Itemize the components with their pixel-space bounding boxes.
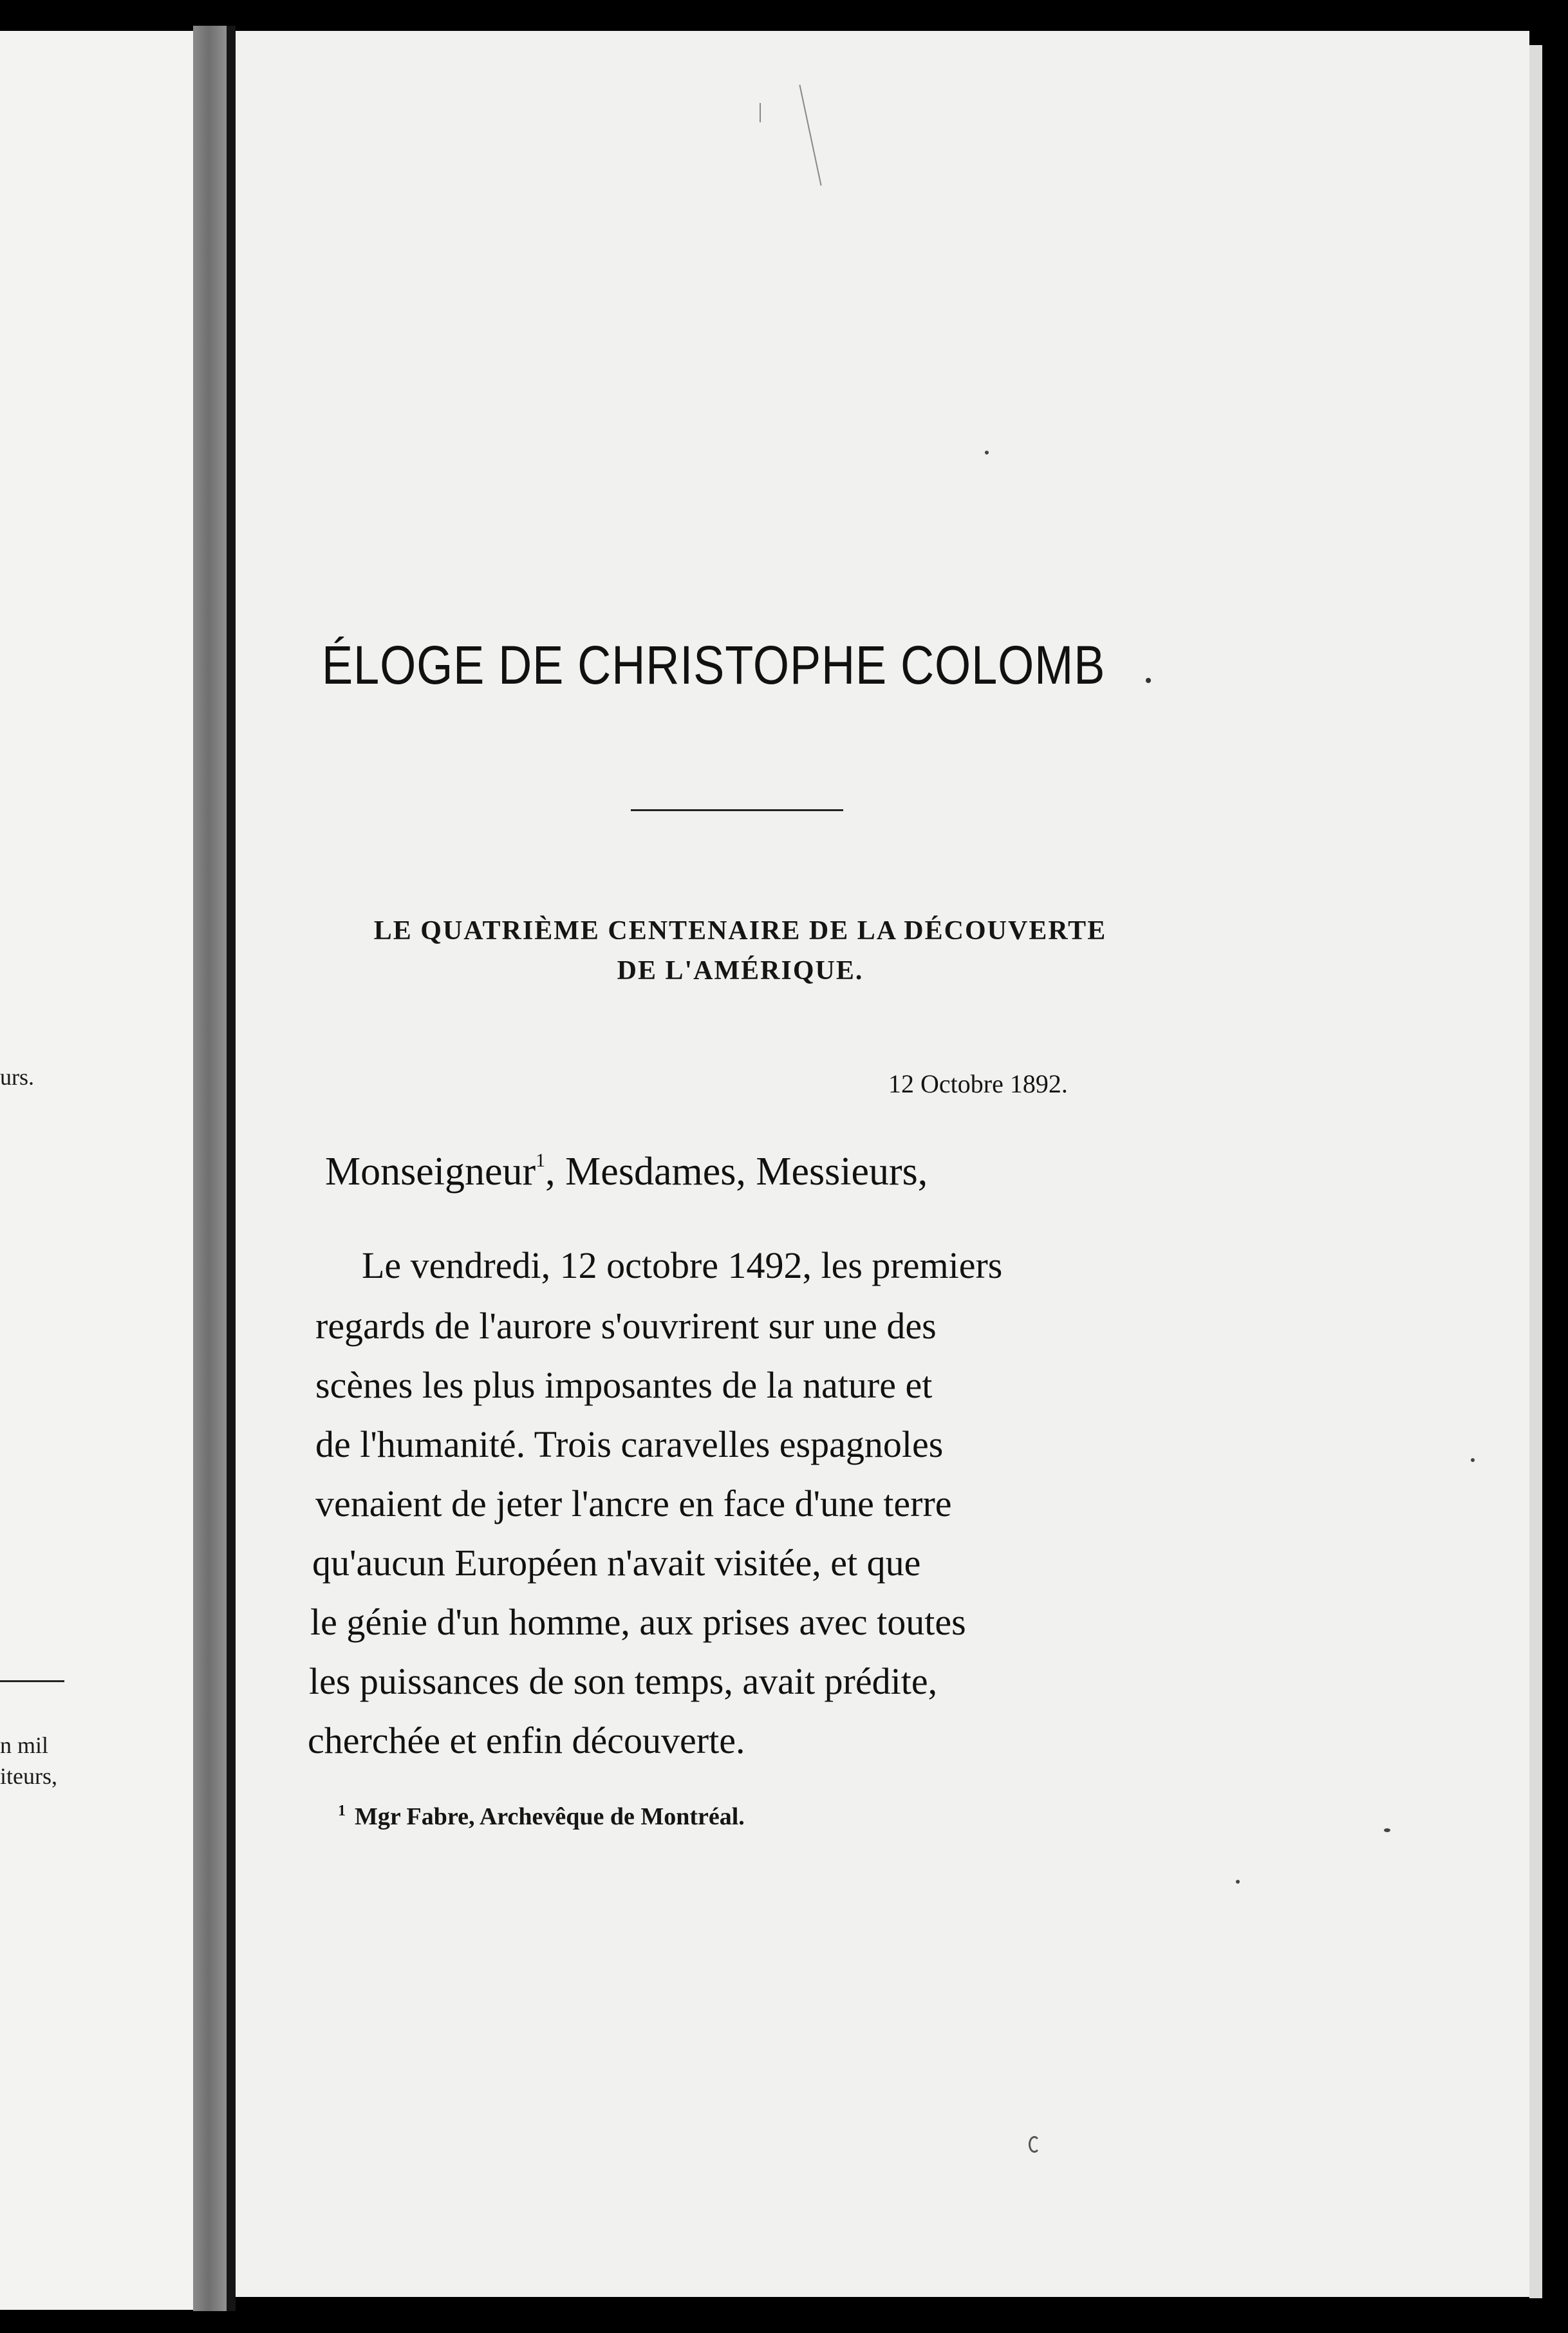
page-edge: [1529, 45, 1542, 2298]
ink-speck: [1146, 678, 1151, 683]
footnote-number: 1: [338, 1803, 346, 1819]
paragraph-line: le génie d'un homme, aux prises avec toutes: [310, 1601, 966, 1643]
salutation-text: Monseigneur: [325, 1150, 536, 1194]
paragraph-line: scènes les plus imposantes de la nature et: [315, 1364, 933, 1406]
left-page-fragment: urs.: [0, 1064, 34, 1090]
paragraph-line: venaient de jeter l'ancre en face d'une terre: [315, 1483, 952, 1524]
page-title: ÉLOGE DE CHRISTOPHE COLOMB: [322, 635, 1106, 695]
paragraph-line: cherchée et enfin découverte.: [308, 1719, 745, 1761]
ink-speck: [985, 451, 989, 454]
paragraph-line: les puissances de son temps, avait prédite,: [309, 1660, 938, 1702]
date-line: 12 Octobre 1892.: [888, 1069, 1068, 1098]
salutation-text-rest: , Mesdames, Messieurs,: [545, 1150, 928, 1194]
section-heading-line: DE L'AMÉRIQUE.: [617, 956, 864, 986]
footnote-text: Mgr Fabre, Archevêque de Montréal.: [355, 1803, 745, 1830]
salutation: [325, 1149, 928, 1195]
ink-speck: [1471, 1458, 1475, 1462]
ink-speck: [1384, 1828, 1390, 1832]
ink-speck: [1236, 1880, 1240, 1884]
footnote: [338, 1803, 745, 1831]
section-heading-line: LE QUATRIÈME CENTENAIRE DE LA DÉCOUVERTE: [373, 916, 1107, 946]
ink-mark: [1029, 2136, 1040, 2153]
section-heading: [322, 911, 1159, 991]
paragraph-line: Le vendredi, 12 octobre 1492, les premiers: [362, 1244, 1003, 1286]
book-gutter: [193, 26, 232, 2311]
scan-scratch: [760, 103, 761, 122]
paragraph-line: de l'humanité. Trois caravelles espagnoles: [315, 1423, 944, 1465]
title-container: [322, 634, 1159, 697]
title-rule: [631, 809, 843, 811]
left-page-fragment: n mil: [0, 1732, 49, 1758]
footnote-marker: 1: [536, 1150, 546, 1171]
gutter-shadow: [227, 26, 236, 2311]
paragraph-line: qu'aucun Européen n'avait visitée, et que: [312, 1542, 921, 1584]
left-facing-page: [0, 31, 193, 2310]
paragraph-line: regards de l'aurore s'ouvrirent sur une des: [315, 1305, 937, 1347]
left-page-rule: [0, 1680, 64, 1682]
left-page-fragment: iteurs,: [0, 1763, 57, 1789]
